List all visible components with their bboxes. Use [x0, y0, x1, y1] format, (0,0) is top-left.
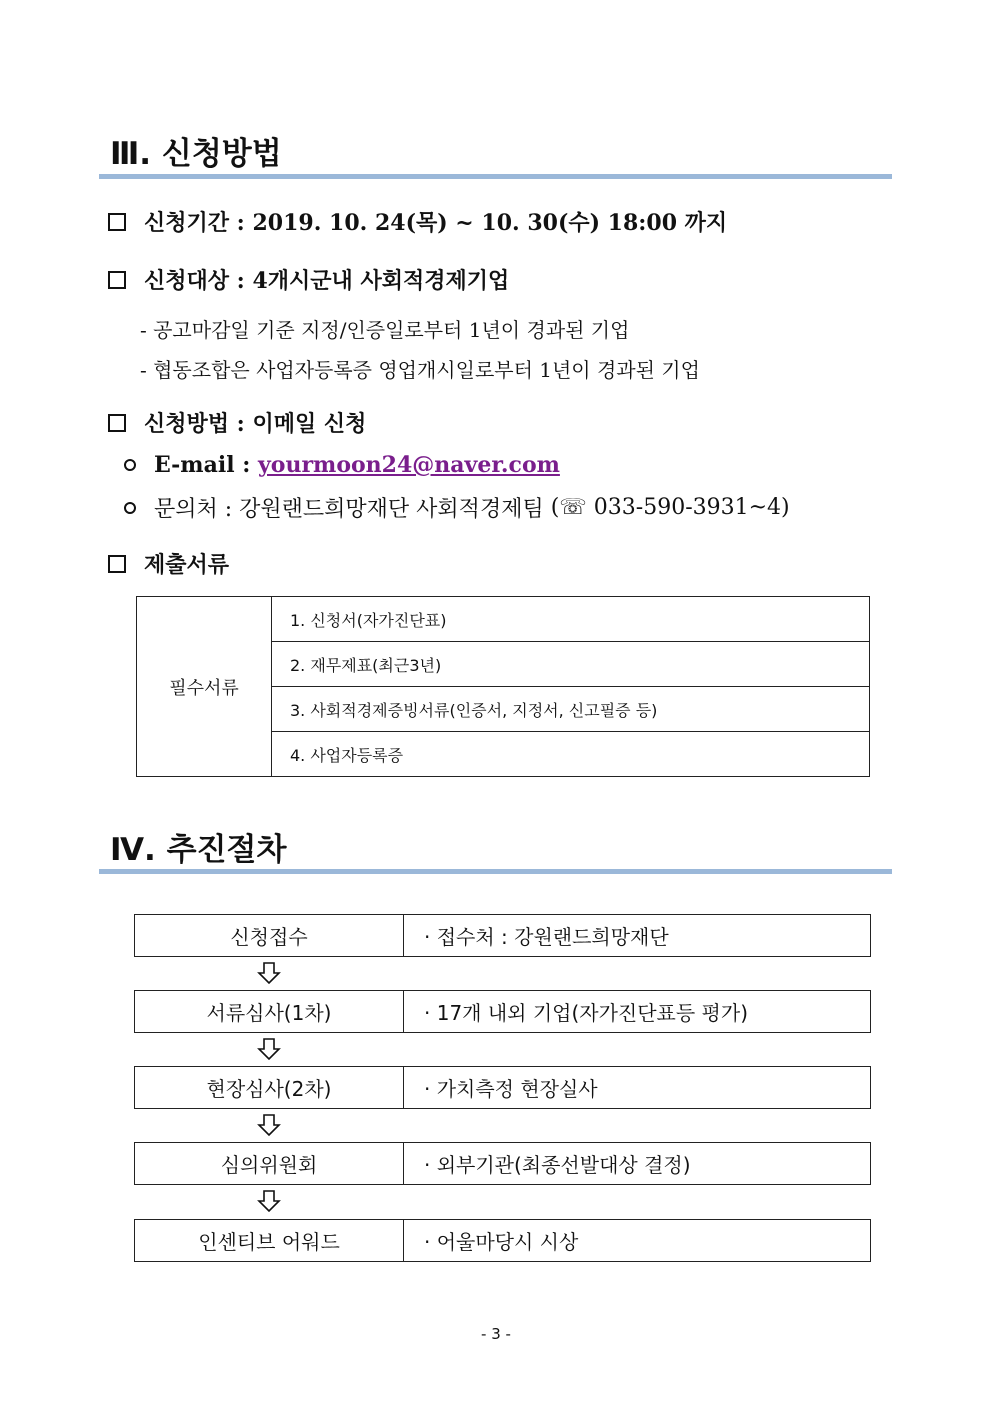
- section3-rule: [99, 174, 892, 179]
- target-value: 4개시군내 사회적경제기업: [252, 268, 510, 294]
- empty-square-icon: [108, 271, 126, 289]
- section4-title: Ⅳ. 추진절차: [110, 832, 287, 868]
- step-desc: · 가치측정 현장실사: [424, 1077, 598, 1101]
- section3-title: Ⅲ. 신청방법: [110, 136, 282, 172]
- period-label: 신청기간 :: [144, 210, 245, 236]
- process-step-3: [134, 1066, 871, 1109]
- empty-square-icon: [108, 213, 126, 231]
- email-item: [124, 452, 560, 478]
- documents-item: [108, 548, 229, 579]
- target-label: 신청대상 :: [144, 268, 245, 294]
- step-desc: · 접수처 : 강원랜드희망재단: [424, 925, 669, 949]
- process-step-2: [134, 990, 871, 1033]
- down-arrow-icon: [257, 962, 281, 984]
- document-row-1: 1. 신청서(자가진단표): [272, 597, 870, 642]
- document-row-2: 2. 재무제표(최근3년): [272, 642, 870, 687]
- process-step-5: [134, 1219, 871, 1262]
- method-label: 신청방법 :: [144, 411, 245, 437]
- contact-label: 문의처 :: [154, 497, 233, 522]
- step-desc: · 어울마당시 시상: [424, 1230, 579, 1254]
- section4-rule: [99, 869, 892, 874]
- document-row-4: 4. 사업자등록증: [272, 732, 870, 777]
- step-desc: · 17개 내외 기업(자가진단표등 평가): [424, 1001, 749, 1025]
- table-row: [137, 597, 870, 642]
- step-name: 서류심사(1차): [135, 991, 404, 1032]
- process-step-1: [134, 914, 871, 957]
- email-link[interactable]: yourmoon24@naver.com: [258, 452, 560, 478]
- contact-item: [124, 492, 790, 523]
- page-number: - 3 -: [481, 1325, 511, 1343]
- documents-table: [136, 596, 870, 777]
- down-arrow-icon: [257, 1114, 281, 1136]
- target-note-2: - 협동조합은 사업자등록증 영업개시일로부터 1년이 경과된 기업: [140, 358, 700, 382]
- documents-label: 제출서류: [144, 552, 230, 578]
- step-name: 심의위원회: [135, 1143, 404, 1184]
- hollow-circle-icon: [124, 502, 136, 514]
- step-desc: · 외부기관(최종선발대상 결정): [424, 1153, 691, 1177]
- period-value: 2019. 10. 24(목) ~ 10. 30(수) 18:00 까지: [252, 210, 728, 236]
- contact-value: 강원랜드희망재단 사회적경제팀: [239, 497, 544, 522]
- down-arrow-icon: [257, 1190, 281, 1212]
- hollow-circle-icon: [124, 459, 136, 471]
- down-arrow-icon: [257, 1038, 281, 1060]
- step-name: 신청접수: [135, 915, 404, 956]
- step-name: 현장심사(2차): [135, 1067, 404, 1108]
- method-item: [108, 407, 366, 438]
- method-value: 이메일 신청: [252, 411, 367, 437]
- period-item: [108, 206, 727, 237]
- documents-category: 필수서류: [137, 597, 272, 777]
- email-label: E-mail :: [154, 452, 251, 478]
- target-note-1: - 공고마감일 기준 지정/인증일로부터 1년이 경과된 기업: [140, 318, 630, 342]
- contact-phone: (☏ 033-590-3931~4): [550, 495, 790, 520]
- empty-square-icon: [108, 414, 126, 432]
- document-row-3: 3. 사회적경제증빙서류(인증서, 지정서, 신고필증 등): [272, 687, 870, 732]
- process-step-4: [134, 1142, 871, 1185]
- target-item: [108, 264, 509, 295]
- step-name: 인센티브 어워드: [135, 1220, 404, 1261]
- empty-square-icon: [108, 555, 126, 573]
